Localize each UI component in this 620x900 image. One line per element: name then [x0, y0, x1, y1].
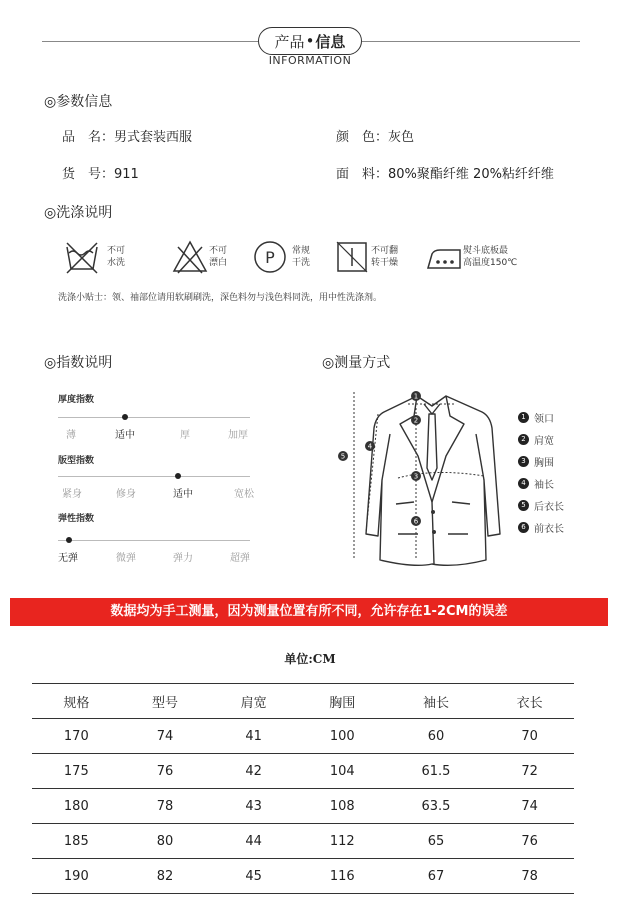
dry-clean-icon	[252, 239, 288, 275]
elasticity-option: 微弹	[116, 553, 136, 564]
name-value: 男式套装西服	[114, 130, 193, 145]
table-cell: 116	[298, 859, 387, 894]
name-row	[62, 126, 192, 145]
table-cell: 78	[485, 859, 574, 894]
wash-label-2-line2: 漂白	[209, 258, 228, 268]
table-cell: 100	[298, 719, 387, 754]
table-row	[32, 789, 574, 824]
thickness-option: 加厚	[228, 430, 248, 441]
elasticity-option: 超弹	[230, 553, 250, 564]
table-row	[32, 754, 574, 789]
iron-icon	[424, 242, 464, 272]
no-wash-icon	[64, 239, 100, 275]
wash-label-4-line1: 不可翻	[371, 246, 399, 256]
fit-option: 紧身	[62, 489, 82, 500]
wash-label-2	[209, 245, 227, 269]
callout-number: 1	[413, 392, 419, 401]
color-row	[336, 126, 414, 145]
measure-title: ◎测量方式	[322, 355, 391, 371]
fit-option: 修身	[116, 489, 136, 500]
fabric-row	[336, 163, 554, 182]
measure-label: 肩宽	[534, 436, 554, 447]
title-part2: 信息	[315, 32, 346, 51]
measure-item-6	[518, 520, 564, 535]
callout-number: 2	[413, 416, 419, 425]
table-cell: 42	[209, 754, 298, 789]
indices-title: ◎指数说明	[44, 355, 113, 371]
measure-num-icon: 6	[518, 522, 529, 533]
elasticity-option: 无弹	[58, 553, 78, 564]
fit-option: 适中	[173, 489, 193, 500]
wash-label-1-line1: 不可	[107, 246, 126, 256]
params-title: ◎参数信息	[44, 94, 113, 110]
table-cell: 61.5	[387, 754, 486, 789]
measure-label: 前衣长	[534, 524, 564, 535]
name-label: 品 名：	[62, 130, 115, 145]
page-subtitle: INFORMATION	[268, 54, 352, 67]
elasticity-option: 弹力	[173, 553, 193, 564]
unit-label: 单位:CM	[284, 652, 336, 666]
no-bleach-icon	[172, 239, 208, 275]
wash-label-3	[292, 245, 310, 269]
measure-item-3	[518, 454, 554, 469]
header-line-right	[362, 41, 580, 42]
elasticity-title: 弹性指数	[58, 514, 95, 524]
color-label: 颜 色：	[336, 130, 389, 145]
thickness-scale	[58, 417, 250, 418]
column-header: 袖长	[387, 684, 486, 719]
measure-num-icon: 1	[518, 412, 529, 423]
fabric-label: 面 料：	[336, 167, 389, 182]
column-header: 肩宽	[209, 684, 298, 719]
measure-num-icon: 5	[518, 500, 529, 511]
fit-scale	[58, 476, 250, 477]
thickness-option: 薄	[66, 430, 76, 441]
table-cell: 43	[209, 789, 298, 824]
fit-title: 版型指数	[58, 456, 95, 466]
table-cell: 104	[298, 754, 387, 789]
column-header: 型号	[121, 684, 210, 719]
table-cell: 185	[32, 824, 121, 859]
callout-number: 4	[367, 442, 373, 451]
table-cell: 78	[121, 789, 210, 824]
color-value: 灰色	[388, 130, 415, 145]
measure-label: 领口	[534, 414, 554, 425]
fit-marker	[175, 473, 181, 479]
wash-label-5-line2: 高温度150℃	[463, 258, 518, 268]
table-cell: 60	[387, 719, 486, 754]
table-cell: 175	[32, 754, 121, 789]
table-cell: 44	[209, 824, 298, 859]
jacket-diagram	[334, 384, 516, 574]
table-cell: 65	[387, 824, 486, 859]
wash-label-5	[463, 245, 517, 269]
measure-item-4	[518, 476, 554, 491]
title-separator: •	[305, 32, 315, 50]
measure-item-2	[518, 432, 554, 447]
callout-number: 6	[413, 517, 419, 526]
wash-label-5-line1: 熨斗底板最	[463, 246, 509, 256]
item-value: 911	[114, 167, 139, 182]
table-cell: 170	[32, 719, 121, 754]
thickness-option: 厚	[180, 430, 190, 441]
table-cell: 45	[209, 859, 298, 894]
fabric-value: 80%聚酯纤维 20%粘纤纤维	[388, 167, 554, 182]
elasticity-marker	[66, 537, 72, 543]
measure-label: 后衣长	[534, 502, 564, 513]
table-cell: 41	[209, 719, 298, 754]
size-table	[32, 683, 574, 894]
item-label: 货 号：	[62, 167, 115, 182]
table-row	[32, 824, 574, 859]
thickness-option: 适中	[115, 430, 135, 441]
wash-title: ◎洗涤说明	[44, 205, 113, 221]
header-line-left	[42, 41, 258, 42]
table-row	[32, 719, 574, 754]
wash-label-3-line2: 干洗	[292, 258, 311, 268]
measure-item-5	[518, 498, 564, 513]
table-cell: 80	[121, 824, 210, 859]
table-cell: 72	[485, 754, 574, 789]
measure-label: 胸围	[534, 458, 554, 469]
wash-tip: 洗涤小贴士：领、袖部位请用软刷刷洗，深色料勿与浅色料同洗，用中性洗涤剂。	[58, 293, 383, 303]
callout-number: 3	[413, 472, 419, 481]
thickness-title: 厚度指数	[58, 395, 95, 405]
table-row	[32, 859, 574, 894]
table-cell: 70	[485, 719, 574, 754]
size-table-header	[32, 684, 574, 719]
column-header: 规格	[32, 684, 121, 719]
thickness-marker	[122, 414, 128, 420]
no-tumble-dry-icon	[335, 239, 369, 275]
table-cell: 63.5	[387, 789, 486, 824]
table-cell: 82	[121, 859, 210, 894]
table-cell: 76	[121, 754, 210, 789]
measure-num-icon: 2	[518, 434, 529, 445]
table-cell: 112	[298, 824, 387, 859]
wash-label-4	[371, 245, 398, 269]
elasticity-scale	[58, 540, 250, 541]
measure-label: 袖长	[534, 480, 554, 491]
wash-label-4-line2: 转干燥	[371, 258, 399, 268]
measure-num-icon: 4	[518, 478, 529, 489]
title-part1: 产品	[274, 32, 305, 51]
wash-label-3-line1: 常规	[292, 246, 311, 256]
wash-label-1	[107, 245, 125, 269]
wash-label-1-line2: 水洗	[107, 258, 126, 268]
table-cell: 74	[485, 789, 574, 824]
measure-item-1	[518, 410, 554, 425]
table-cell: 108	[298, 789, 387, 824]
measurement-notice-banner: 数据均为手工测量，因为测量位置有所不同，允许存在1-2CM的误差	[10, 598, 608, 626]
svg-text:P: P	[265, 248, 275, 267]
table-cell: 190	[32, 859, 121, 894]
table-cell: 74	[121, 719, 210, 754]
callout-number: 5	[340, 452, 346, 461]
item-row	[62, 163, 139, 182]
table-cell: 67	[387, 859, 486, 894]
table-cell: 76	[485, 824, 574, 859]
wash-label-2-line1: 不可	[209, 246, 228, 256]
page-title	[258, 27, 362, 55]
column-header: 胸围	[298, 684, 387, 719]
table-cell: 180	[32, 789, 121, 824]
column-header: 衣长	[485, 684, 574, 719]
fit-option: 宽松	[234, 489, 254, 500]
measure-num-icon: 3	[518, 456, 529, 467]
